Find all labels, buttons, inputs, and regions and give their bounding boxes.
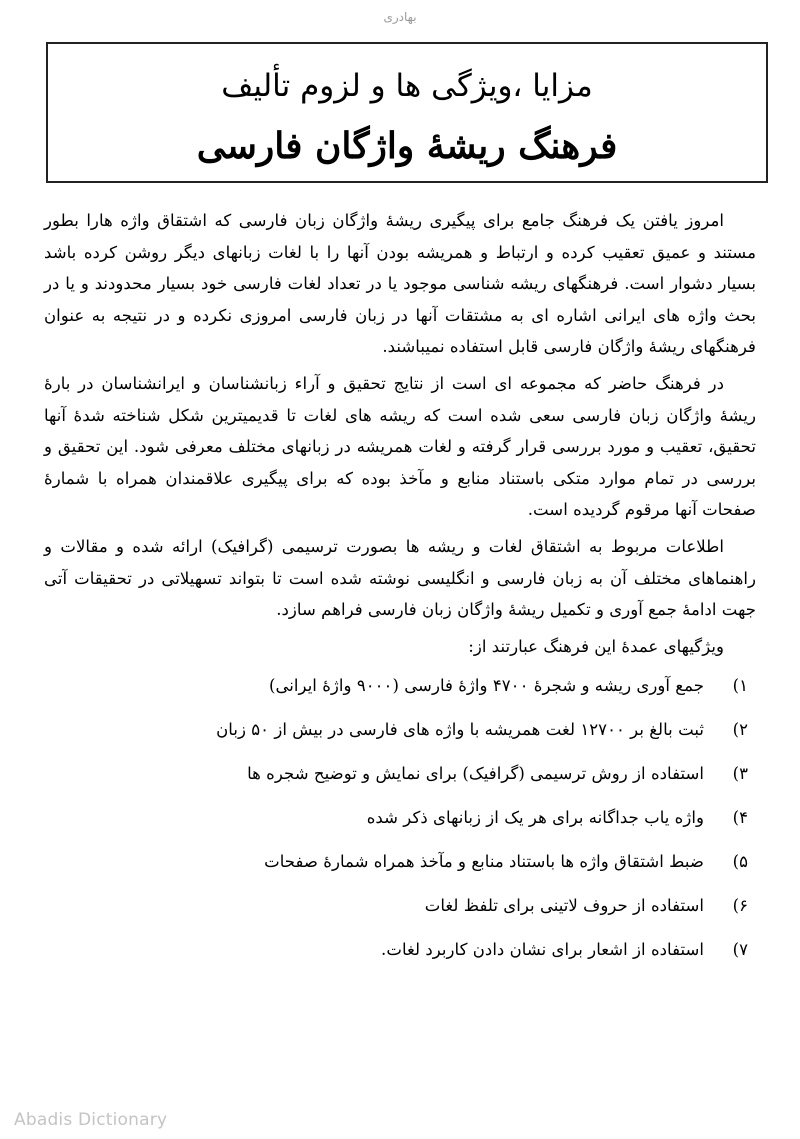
footer-brand-watermark[interactable]: Abadis Dictionary: [14, 1110, 168, 1130]
feature-item: [44, 846, 756, 877]
feature-item: [44, 802, 756, 833]
feature-number: ۷): [732, 940, 748, 960]
title-box: [46, 42, 768, 183]
feature-text: استفاده از اشعار برای نشان دادن کاربرد لغات.: [381, 940, 704, 960]
feature-number: ۳): [732, 764, 748, 784]
feature-text: استفاده از حروف لاتینی برای تلفظ لغات: [424, 896, 704, 916]
feature-number: ۵): [732, 852, 748, 872]
paragraph-1: امروز یافتن یک فرهنگ جامع برای پیگیری ریشۀ واژگان زبان فارسی که اشتقاق واژه هارا بطور مستند و عمیق تعقیب کرده و ارتباط و همریشه بودن آنها را با لغات زبانهای دیگر روشن کرده باشد بسیار دشوار است. فرهنگهای ریشه شناسی موجود یا در تعداد لغات فارسی خود بسیار محدودند و یا در بحث واژه های ایرانی اشاره ای به مشتقات آنها در زبان فارسی امروزی نکرده و در نتیجه به عنوان فرهنگهای ریشۀ واژگان فارسی قابل استفاده نمیباشند.: [44, 211, 756, 357]
feature-text: ثبت بالغ بر ۱۲۷۰۰ لغت همریشه با واژه های فارسی در بیش از ۵۰ زبان: [216, 720, 704, 740]
feature-text: استفاده از روش ترسیمی (گرافیک) برای نمایش و توضیح شجره ها: [247, 764, 704, 784]
feature-number: ۶): [732, 896, 748, 916]
page-header-label: بهادری: [383, 10, 417, 24]
features-intro: ویژگیهای عمدۀ این فرهنگ عبارتند از:: [468, 636, 724, 656]
feature-item: [44, 714, 756, 745]
title-line-2: فرهنگ ریشۀ واژگان فارسی: [196, 125, 618, 167]
feature-number: ۲): [732, 720, 748, 740]
paragraph-2: در فرهنگ حاضر که مجموعه ای است از نتایج تحقیق و آراء زبانشناسان و ایرانشناسان در بارۀ ریشۀ واژگان زبان فارسی سعی شده است که ریشه های لغات تا قدیمیترین شکل شناخته شدۀ آنها تحقیق، تعقیب و مورد بررسی قرار گرفته و لغات همریشه در زبانهای مختلف معرفی شود. این تحقیق و بررسی در تمام موارد متکی باستناد منابع و مآخذ بوده که برای پیگیری علاقمندان همراه با شمارۀ صفحات آنها مرقوم گردیده است.: [44, 373, 756, 520]
feature-item: [44, 758, 756, 789]
feature-item: [44, 670, 756, 701]
title-line-1: مزایا ،ویژگی ها و لزوم تألیف: [221, 68, 593, 104]
feature-item: [44, 890, 756, 921]
feature-item: [44, 934, 756, 965]
feature-text: جمع آوری ریشه و شجرۀ ۴۷۰۰ واژۀ فارسی (۹۰۰۰ واژۀ ایرانی): [269, 676, 704, 696]
article-body: [44, 205, 756, 978]
feature-number: ۴): [732, 808, 748, 828]
feature-text: واژه یاب جداگانه برای هر یک از زبانهای ذکر شده: [366, 808, 704, 828]
feature-number: ۱): [732, 676, 748, 696]
feature-text: ضبط اشتقاق واژه ها باستناد منابع و مآخذ همراه شمارۀ صفحات: [264, 852, 704, 872]
features-list: [44, 670, 756, 965]
paragraph-3: اطلاعات مربوط به اشتقاق لغات و ریشه ها بصورت ترسیمی (گرافیک) ارائه شده و مقالات و راهنماهای مختلف آن به زبان فارسی و انگلیسی نوشته شده است تا بتواند تسهیلاتی در تحقیقات آتی جهت ادامۀ جمع آوری و تکمیل ریشۀ واژگان زبان فارسی فراهم سازد.: [44, 536, 756, 620]
